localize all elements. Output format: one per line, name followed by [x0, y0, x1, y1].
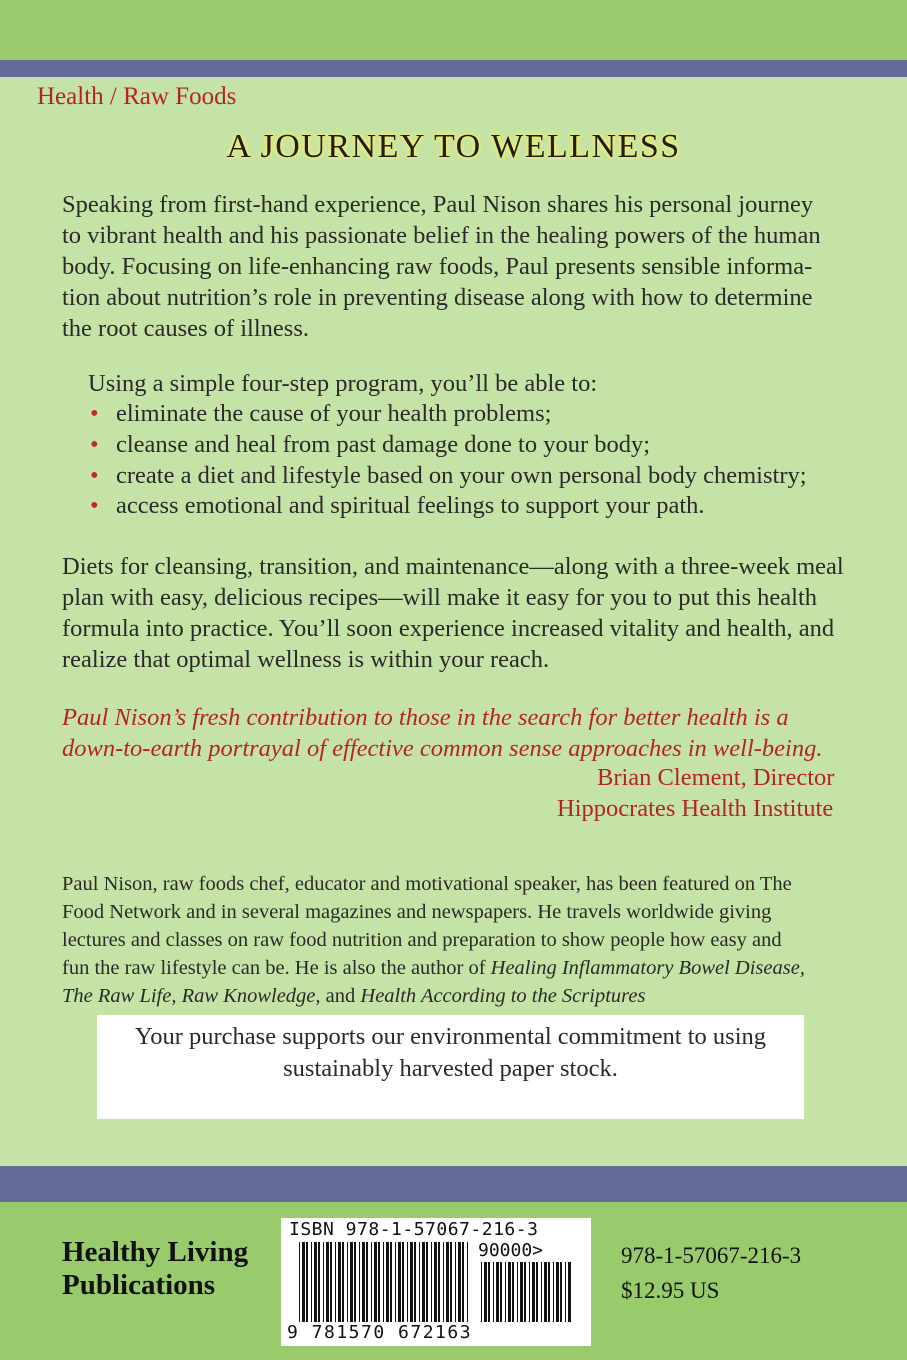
barcode-bar	[517, 1262, 518, 1322]
barcode-bar	[314, 1242, 317, 1322]
intro-line: body. Focusing on life-enhancing raw foods, Paul presents sensible informa-	[62, 253, 813, 280]
list-item	[90, 400, 551, 428]
barcode-bar	[366, 1242, 368, 1322]
barcode-bar	[302, 1242, 305, 1322]
notice-line: sustainably harvested paper stock.	[283, 1055, 618, 1082]
bio-line: lectures and classes on raw food nutrition and preparation to show people how easy and	[62, 929, 782, 951]
bio-line	[62, 957, 805, 980]
barcode-bar	[318, 1242, 320, 1322]
barcode-bar	[354, 1242, 356, 1322]
barcode-bar	[556, 1262, 559, 1322]
barcode-bar	[410, 1242, 413, 1322]
barcode-bar	[481, 1262, 482, 1322]
barcode-bar	[378, 1242, 380, 1322]
barcode-bar	[350, 1242, 353, 1322]
list-item-text: cleanse and heal from past damage done to your body;	[116, 431, 651, 458]
book-title-ref: Raw Knowledge,	[181, 985, 321, 1007]
barcode-bar	[524, 1262, 526, 1322]
barcode-bar	[505, 1262, 506, 1322]
barcode-bar	[386, 1242, 389, 1322]
barcode-bar	[565, 1262, 566, 1322]
book-title-ref: The Raw Life,	[62, 985, 177, 1007]
barcode-bar	[532, 1262, 535, 1322]
top-purple-band	[0, 60, 907, 77]
list-item	[90, 462, 807, 490]
list-item-text: create a diet and lifestyle based on your own personal body chemistry;	[116, 462, 807, 489]
book-title-ref: Healing Inflammatory Bowel Disease,	[490, 957, 805, 979]
barcode-bar	[560, 1262, 562, 1322]
intro-line: the root causes of illness.	[62, 315, 309, 342]
bio-text: and	[320, 985, 361, 1007]
barcode-bar	[446, 1242, 449, 1322]
barcode-bar	[306, 1242, 308, 1322]
barcode-bar	[520, 1262, 523, 1322]
barcode-bar	[383, 1242, 384, 1322]
barcode-bar	[347, 1242, 348, 1322]
barcode-isbn-label: ISBN 978-1-57067-216-3	[289, 1219, 539, 1240]
barcode-bar	[422, 1242, 425, 1322]
barcode-bar	[462, 1242, 464, 1322]
barcode-bar	[548, 1262, 550, 1322]
barcode-bar	[390, 1242, 392, 1322]
barcode-bar	[419, 1242, 420, 1322]
barcode-bar	[553, 1262, 554, 1322]
list-item-text: access emotional and spiritual feelings to support your path.	[116, 492, 705, 519]
barcode-bar	[326, 1242, 329, 1322]
barcode-bar	[443, 1242, 444, 1322]
barcode-bar	[493, 1262, 494, 1322]
barcode-digits: 9 781570 672163	[287, 1322, 473, 1343]
barcode-bar	[299, 1242, 300, 1322]
barcode-bar	[484, 1262, 487, 1322]
barcode-bar	[407, 1242, 408, 1322]
barcode-bar	[455, 1242, 456, 1322]
quote-line: Paul Nison’s fresh contribution to those in the search for better health is a	[62, 704, 789, 731]
barcode-bar	[450, 1242, 452, 1322]
isbn-number: 978-1-57067-216-3	[621, 1243, 802, 1268]
bio-text: fun the raw lifestyle can be. He is also the author of	[62, 957, 491, 979]
category-label: Health / Raw Foods	[37, 83, 237, 110]
outro-line: Diets for cleansing, transition, and maintenance—along with a three-week meal	[62, 553, 844, 580]
barcode-bar	[541, 1262, 542, 1322]
barcode-bar	[512, 1262, 514, 1322]
outro-line: plan with easy, delicious recipes—will make it easy for you to put this health	[62, 584, 818, 611]
barcode-bar	[362, 1242, 365, 1322]
price: $12.95 US	[621, 1278, 720, 1303]
barcode-bar	[335, 1242, 336, 1322]
barcode-bar	[323, 1242, 324, 1322]
barcode-bar	[402, 1242, 404, 1322]
quote-line: down-to-earth portrayal of effective common sense approaches in well-being.	[62, 735, 823, 762]
notice-line: Your purchase supports our environmental commitment to using	[134, 1023, 767, 1050]
bio-line: Food Network and in several magazines and newspapers. He travels worldwide giving	[62, 901, 772, 923]
intro-line: tion about nutrition’s role in preventing disease along with how to determine	[62, 284, 813, 311]
list-item-text: eliminate the cause of your health problems;	[116, 400, 552, 427]
book-title-ref: Health According to the Scriptures	[360, 985, 646, 1007]
barcode-addon: 90000>	[478, 1240, 544, 1261]
barcode-bar	[398, 1242, 401, 1322]
barcode-bar	[426, 1242, 428, 1322]
publisher-line: Publications	[62, 1269, 216, 1301]
barcode-bar	[342, 1242, 344, 1322]
outro-line: formula into practice. You’ll soon experience increased vitality and health, and	[62, 615, 835, 642]
barcode-bar	[496, 1262, 499, 1322]
intro-line: Speaking from first-hand experience, Paul Nison shares his personal journey	[62, 191, 814, 218]
publisher-line: Healthy Living	[62, 1236, 249, 1268]
barcode-bar	[371, 1242, 372, 1322]
barcode-bar	[544, 1262, 547, 1322]
environmental-notice	[97, 1015, 804, 1119]
intro-line: to vibrant health and his passionate belief in the healing powers of the human	[62, 222, 821, 249]
barcode-bar	[488, 1262, 490, 1322]
barcode-bar	[500, 1262, 502, 1322]
barcode-bar	[536, 1262, 538, 1322]
barcode-bar	[359, 1242, 360, 1322]
barcode-bar	[338, 1242, 341, 1322]
publisher-name	[62, 1236, 248, 1302]
bottom-purple-band	[0, 1166, 907, 1202]
barcode-bar	[529, 1262, 530, 1322]
barcode-bar	[414, 1242, 416, 1322]
bio-line	[62, 985, 645, 1008]
steps-intro: Using a simple four-step program, you’ll be able to:	[88, 370, 598, 397]
top-green-strip	[0, 0, 907, 60]
book-title: A JOURNEY TO WELLNESS	[226, 128, 681, 165]
barcode-bar	[395, 1242, 396, 1322]
bio-line: Paul Nison, raw foods chef, educator and motivational speaker, has been featured on The	[62, 873, 792, 895]
barcode-bar	[467, 1242, 468, 1322]
list-item	[90, 431, 650, 459]
barcode-bar	[458, 1242, 461, 1322]
barcode-bar	[438, 1242, 440, 1322]
quote-organization: Hippocrates Health Institute	[557, 795, 834, 822]
barcode-bar	[311, 1242, 312, 1322]
bullet-icon: •	[90, 462, 99, 489]
barcode	[281, 1218, 591, 1346]
barcode-bar	[434, 1242, 437, 1322]
barcode-bar	[508, 1262, 511, 1322]
barcode-bar	[330, 1242, 332, 1322]
outro-line: realize that optimal wellness is within your reach.	[62, 646, 550, 673]
bullet-icon: •	[90, 492, 99, 519]
list-item	[90, 492, 705, 520]
barcode-bar	[374, 1242, 377, 1322]
bullet-icon: •	[90, 400, 99, 427]
barcode-bar	[431, 1242, 432, 1322]
isbn-price-block	[621, 1238, 801, 1308]
bullet-icon: •	[90, 431, 99, 458]
quote-author: Brian Clement, Director	[597, 764, 835, 791]
barcode-bar	[568, 1262, 571, 1322]
